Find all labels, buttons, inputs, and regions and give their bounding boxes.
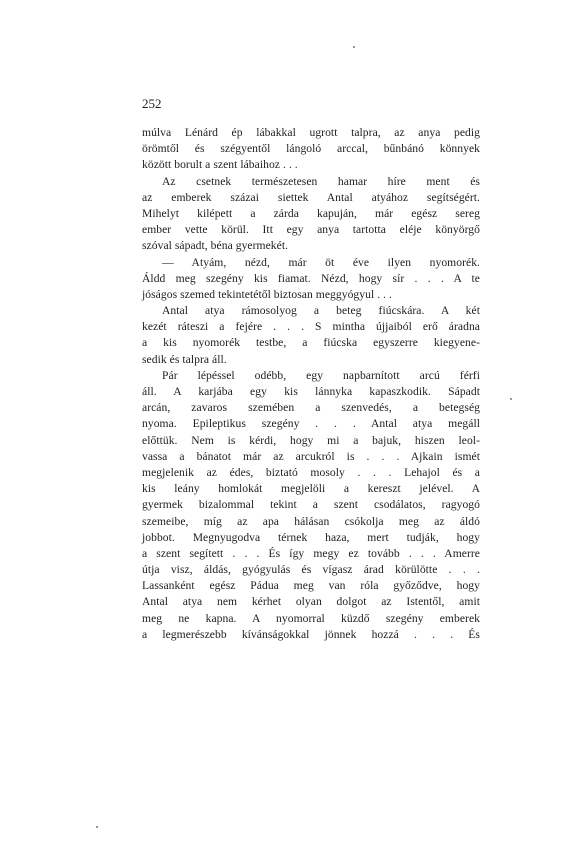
text-line: áll. A karjába egy kis lánnyka kapaszkodik. Sápadt (142, 385, 480, 398)
text-line: Antal atya nem kérhet olyan dolgot az Istentől, amit (142, 595, 480, 609)
text-line: nyoma. Epileptikus szegény . . . Antal atya megáll (142, 417, 480, 431)
body-text (142, 125, 480, 643)
text-line: Lassanként egész Pádua meg van róla győződve, hogy (142, 579, 480, 593)
text-line: kis leány homlokát megjelöli a kereszt jelével. A (142, 482, 480, 496)
text-line: jobbot. Megnyugodva térnek haza, mert tudják, hogy (142, 530, 480, 544)
text-line: előttük. Nem is kérdi, hogy mi a bajuk, hiszen leol- (142, 433, 480, 447)
text-line: jóságos szemed tekintetétől biztosan meggyógyul . . . (142, 287, 392, 301)
text-line: Az csetnek természetesen hamar híre ment és (162, 174, 480, 188)
text-line: múlva Lénárd ép lábakkal ugrott talpra, az anya pedig (142, 126, 480, 139)
text-line: az emberek százai siettek Antal atyához segítségért. (142, 190, 480, 204)
text-line: megjelenik az édes, biztató mosoly . . . Lehajol és a (142, 465, 480, 479)
scan-speck (510, 398, 512, 400)
text-line: Áldd meg szegény kis fiamat. Nézd, hogy sír . . . A te (142, 271, 480, 285)
text-line: között borult a szent lábaihoz . . . (142, 158, 298, 172)
text-line: szóval sápadt, béna gyermekét. (142, 239, 289, 253)
text-line: sedik és talpra áll. (142, 352, 227, 366)
text-line: ember vette körül. Itt egy anya tartotta eléje könyörgő (142, 223, 480, 237)
text-line: örömtől és szégyentől lángoló arccal, bűnbánó könnyek (142, 142, 480, 156)
text-line: a szent segített . . . És így megy ez tovább . . . Amerre (142, 546, 480, 560)
text-line: meg ne kapna. A nyomorral küzdő szegény emberek (142, 611, 480, 625)
text-line: a kis nyomorék testbe, a fiúcska egyszerre kiegyene- (142, 336, 480, 350)
text-line: Mihelyt kilépett a zárda kapuján, már egész sereg (142, 206, 480, 220)
text-line: szemeibe, míg az apa hálásan csókolja meg az áldó (142, 514, 480, 528)
text-line: Pár lépéssel odébb, egy napbarnított arcú férfi (162, 368, 480, 382)
text-line: kezét ráteszi a fejére . . . S mintha újjaiból erő áradna (142, 320, 480, 334)
scan-speck (353, 46, 355, 48)
text-line: arcán, zavaros szemében a szenvedés, a betegség (142, 401, 480, 415)
text-line: útja visz, áldás, gyógyulás és vígasz árad körülötte . . . (142, 563, 480, 577)
page-number: 252 (142, 96, 162, 111)
text-line: Antal atya rámosolyog a beteg fiúcskára. A két (162, 304, 480, 318)
text-line: — Atyám, nézd, már öt éve ilyen nyomorék. (162, 255, 480, 269)
text-line: gyermek bizalommal tekint a szent csodálatos, ragyogó (142, 498, 480, 512)
scan-speck (96, 826, 98, 828)
text-line: a legmerészebb kívánságokkal jönnek hozzá . . . És (142, 627, 480, 641)
text-line: vassa a bánatot már az arcukról is . . . Ajkain ismét (142, 449, 480, 463)
